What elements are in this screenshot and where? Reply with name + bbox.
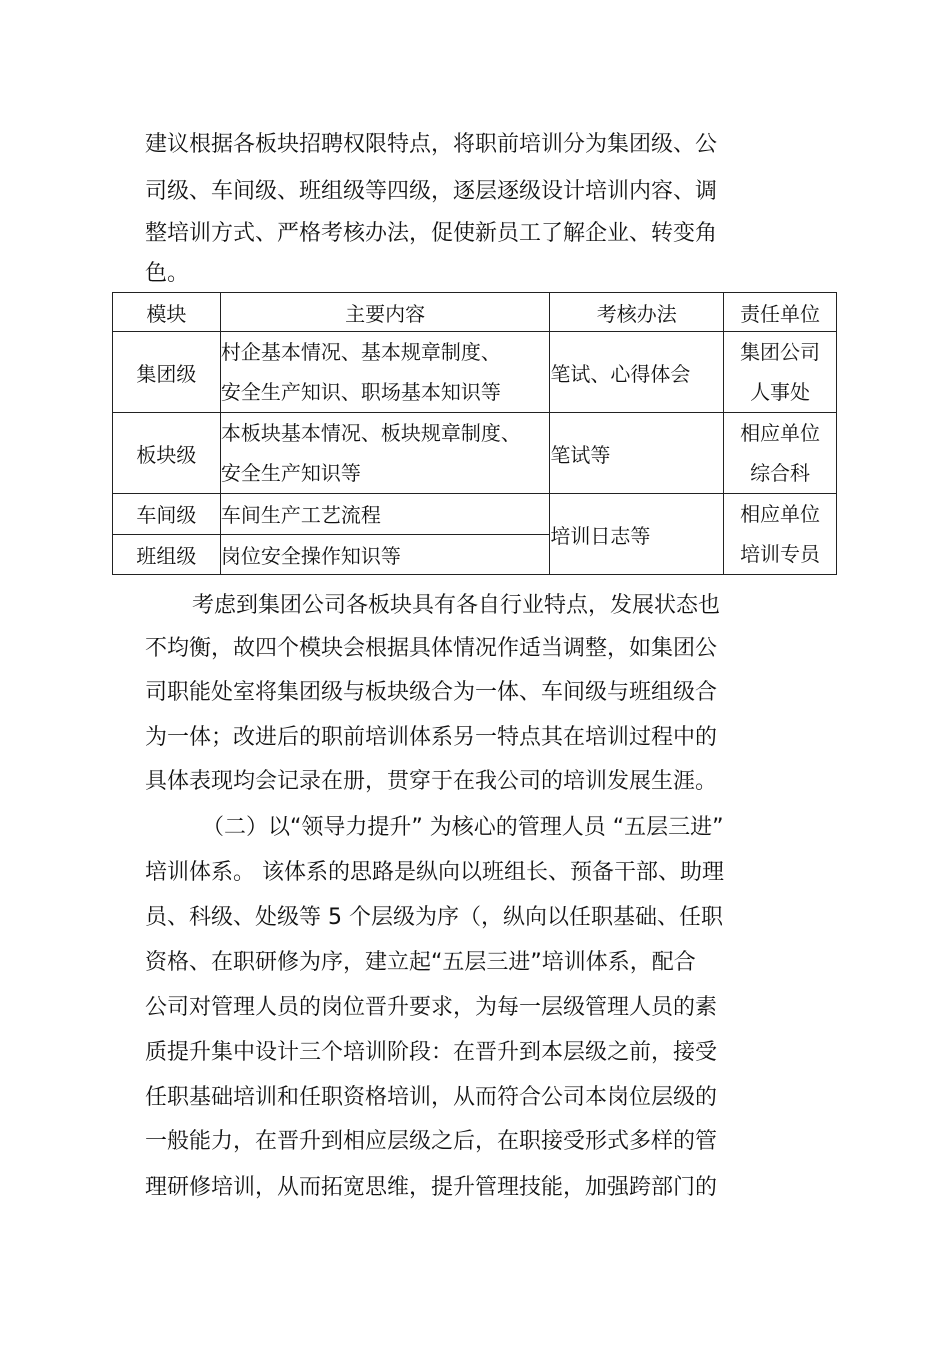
- intro-line-1: 建议根据各板块招聘权限特点，将职前培训分为集团级、公: [145, 132, 718, 157]
- cell-module: 班组级: [113, 534, 221, 575]
- body-line-2: 不均衡，故四个模块会根据具体情况作适当调整，如集团公: [145, 636, 718, 661]
- cell-content: 本板块基本情况、板块规章制度、 安全生产知识等: [220, 413, 550, 494]
- body-line-13: 一般能力，在晋升到相应层级之后，在职接受形式多样的管: [145, 1129, 718, 1154]
- cell-unit: 集团公司 人事处: [724, 332, 837, 413]
- training-table: [112, 292, 837, 575]
- intro-line-2: 司级、车间级、班组级等四级，逐层逐级设计培训内容、调: [145, 179, 718, 204]
- cell-method-merged: 培训日志等: [550, 494, 724, 575]
- intro-line-4: 色。: [145, 261, 190, 286]
- cell-unit-merged: 相应单位 培训专员: [724, 494, 837, 575]
- header-unit: 责任单位: [724, 293, 837, 332]
- cell-module: 板块级: [113, 413, 221, 494]
- cell-content: 岗位安全操作知识等: [220, 534, 550, 575]
- body-line-6: （二）以“领导力提升” 为核心的管理人员 “五层三进”: [202, 815, 724, 840]
- body-line-11: 质提升集中设计三个培训阶段：在晋升到本层级之前，接受: [145, 1040, 718, 1065]
- body-line-12: 任职基础培训和任职资格培训，从而符合公司本岗位层级的: [145, 1085, 718, 1110]
- table-header-row: [113, 293, 837, 332]
- cell-module: 集团级: [113, 332, 221, 413]
- cell-method: 笔试等: [550, 413, 724, 494]
- cell-content: 村企基本情况、基本规章制度、 安全生产知识、职场基本知识等: [220, 332, 550, 413]
- intro-line-3: 整培训方式、严格考核办法，促使新员工了解企业、转变角: [145, 221, 718, 246]
- body-line-9: 资格、在职研修为序，建立起“五层三进”培训体系，配合: [145, 950, 696, 975]
- table-row: [113, 494, 837, 535]
- body-line-14: 理研修培训，从而拓宽思维，提升管理技能，加强跨部门的: [145, 1175, 718, 1200]
- header-content: 主要内容: [220, 293, 550, 332]
- body-line-4: 为一体；改进后的职前培训体系另一特点其在培训过程中的: [145, 725, 718, 750]
- cell-unit: 相应单位 综合科: [724, 413, 837, 494]
- body-line-10: 公司对管理人员的岗位晋升要求，为每一层级管理人员的素: [145, 995, 718, 1020]
- cell-module: 车间级: [113, 494, 221, 535]
- header-module: 模块: [113, 293, 221, 332]
- body-line-1: 考虑到集团公司各板块具有各自行业特点，发展状态也: [192, 593, 721, 618]
- body-line-7: 培训体系。 该体系的思路是纵向以班组长、预备干部、助理: [145, 860, 724, 885]
- table-row: [113, 413, 837, 494]
- cell-content: 车间生产工艺流程: [220, 494, 550, 535]
- body-line-8: 员、科级、处级等 5 个层级为序（，纵向以任职基础、任职: [145, 905, 723, 930]
- table-row: [113, 332, 837, 413]
- header-method: 考核办法: [550, 293, 724, 332]
- body-line-5: 具体表现均会记录在册，贯穿于在我公司的培训发展生涯。: [145, 769, 718, 794]
- body-line-3: 司职能处室将集团级与板块级合为一体、车间级与班组级合: [145, 680, 718, 705]
- cell-method: 笔试、心得体会: [550, 332, 724, 413]
